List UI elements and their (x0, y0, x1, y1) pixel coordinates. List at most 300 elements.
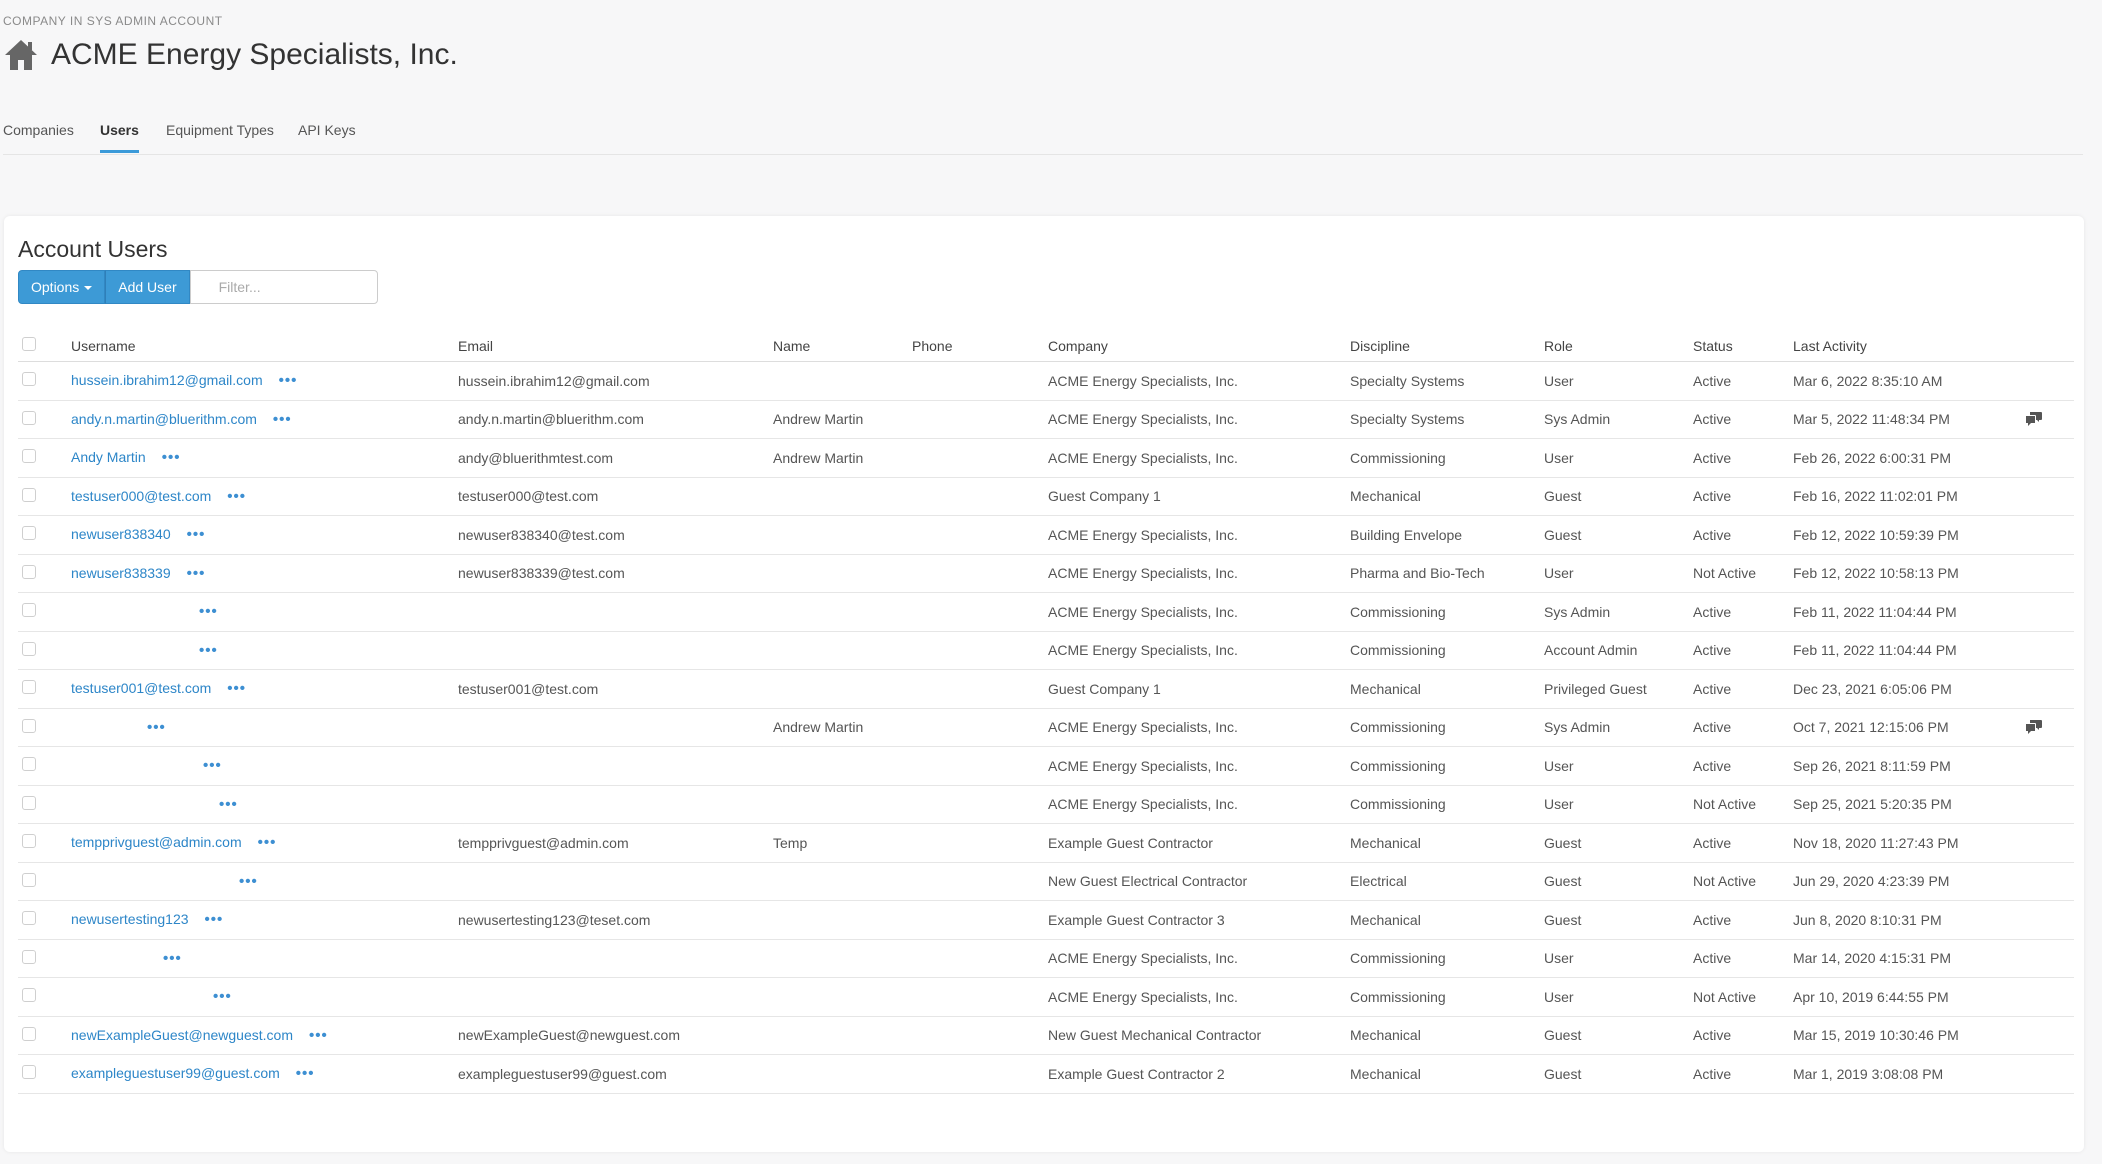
table-body (18, 362, 2074, 1094)
company-cell: ACME Energy Specialists, Inc. (1048, 708, 1350, 747)
status-cell: Active (1693, 593, 1793, 632)
last-activity-cell: Sep 25, 2021 5:20:35 PM (1793, 785, 2025, 824)
company-cell: New Guest Mechanical Contractor (1048, 1016, 1350, 1055)
row-menu-ellipsis-icon[interactable]: ••• (147, 718, 166, 736)
username-cell (71, 1055, 458, 1094)
row-select-cell (18, 1016, 71, 1055)
username-link[interactable]: testuser001@test.com (71, 680, 212, 697)
col-last-activity[interactable]: Last Activity (1793, 319, 2025, 362)
col-name[interactable]: Name (773, 319, 912, 362)
row-checkbox[interactable] (22, 526, 36, 540)
col-phone[interactable]: Phone (912, 319, 1048, 362)
username-cell (71, 824, 458, 863)
account-users-card (4, 216, 2084, 1152)
discipline-cell: Commissioning (1350, 439, 1544, 478)
chat-icon[interactable] (2025, 411, 2043, 427)
phone-cell (912, 516, 1048, 555)
status-cell: Not Active (1693, 862, 1793, 901)
row-menu-ellipsis-icon[interactable]: ••• (186, 564, 206, 582)
phone-cell (912, 1016, 1048, 1055)
phone-cell (912, 785, 1048, 824)
row-menu-ellipsis-icon[interactable]: ••• (213, 988, 232, 1006)
row-menu-ellipsis-icon[interactable]: ••• (203, 757, 222, 775)
last-activity-cell: Mar 6, 2022 8:35:10 AM (1793, 362, 2025, 401)
role-cell: User (1544, 362, 1693, 401)
username-cell (71, 593, 458, 632)
row-menu-ellipsis-icon[interactable]: ••• (219, 795, 238, 813)
discipline-cell: Pharma and Bio-Tech (1350, 554, 1544, 593)
row-checkbox[interactable] (22, 873, 36, 887)
username-link[interactable]: Andy Martin (71, 449, 146, 466)
last-activity-cell: Mar 1, 2019 3:08:08 PM (1793, 1055, 2025, 1094)
role-cell: Account Admin (1544, 631, 1693, 670)
options-label: Options (31, 279, 80, 295)
status-cell: Active (1693, 670, 1793, 709)
email-cell: newExampleGuest@newguest.com (458, 1016, 773, 1055)
username-cell (71, 670, 458, 709)
col-username[interactable]: Username (71, 319, 458, 362)
row-menu-ellipsis-icon[interactable]: ••• (227, 680, 247, 698)
table-row (18, 939, 2074, 978)
role-cell: Guest (1544, 1016, 1693, 1055)
status-cell: Active (1693, 824, 1793, 863)
role-cell: User (1544, 439, 1693, 478)
email-cell (458, 593, 773, 632)
tab-api-keys[interactable]: API Keys (298, 122, 356, 138)
company-cell: ACME Energy Specialists, Inc. (1048, 554, 1350, 593)
row-select-cell (18, 747, 71, 786)
page-title: ACME Energy Specialists, Inc. (51, 38, 458, 71)
table-row (18, 785, 2074, 824)
last-activity-cell: Jun 29, 2020 4:23:39 PM (1793, 862, 2025, 901)
company-cell: ACME Energy Specialists, Inc. (1048, 439, 1350, 478)
username-link[interactable]: newuser838339 (71, 564, 171, 581)
email-cell: testuser000@test.com (458, 477, 773, 516)
row-checkbox[interactable] (22, 411, 36, 425)
name-cell (773, 670, 912, 709)
row-checkbox[interactable] (22, 950, 36, 964)
row-checkbox[interactable] (22, 796, 36, 810)
page-header (3, 38, 458, 72)
phone-cell (912, 554, 1048, 593)
status-cell: Active (1693, 1016, 1793, 1055)
last-activity-cell: Feb 11, 2022 11:04:44 PM (1793, 593, 2025, 632)
table-row (18, 439, 2074, 478)
phone-cell (912, 901, 1048, 940)
username-link[interactable]: hussein.ibrahim12@gmail.com (71, 372, 263, 389)
row-checkbox[interactable] (22, 911, 36, 925)
name-cell (773, 593, 912, 632)
table-row (18, 400, 2074, 439)
name-cell (773, 554, 912, 593)
actions-cell (2025, 978, 2074, 1017)
username-cell (71, 400, 458, 439)
table-row (18, 516, 2074, 555)
discipline-cell: Commissioning (1350, 593, 1544, 632)
discipline-cell: Commissioning (1350, 939, 1544, 978)
row-checkbox[interactable] (22, 372, 36, 386)
last-activity-cell: Feb 12, 2022 10:58:13 PM (1793, 554, 2025, 593)
company-cell: Guest Company 1 (1048, 670, 1350, 709)
actions-cell (2025, 824, 2074, 863)
role-cell: User (1544, 785, 1693, 824)
name-cell (773, 747, 912, 786)
actions-cell (2025, 554, 2074, 593)
last-activity-cell: Oct 7, 2021 12:15:06 PM (1793, 708, 2025, 747)
row-menu-ellipsis-icon[interactable]: ••• (308, 1026, 328, 1044)
last-activity-cell: Mar 15, 2019 10:30:46 PM (1793, 1016, 2025, 1055)
email-cell: tempprivguest@admin.com (458, 824, 773, 863)
phone-cell (912, 670, 1048, 709)
actions-cell (2025, 1055, 2074, 1094)
status-cell: Active (1693, 516, 1793, 555)
discipline-cell: Mechanical (1350, 901, 1544, 940)
actions-cell (2025, 1016, 2074, 1055)
actions-cell (2025, 516, 2074, 555)
card-title: Account Users (18, 236, 168, 262)
chat-icon[interactable] (2025, 719, 2043, 735)
last-activity-cell: Feb 12, 2022 10:59:39 PM (1793, 516, 2025, 555)
username-link[interactable]: andy.n.martin@bluerithm.com (71, 410, 257, 427)
row-checkbox[interactable] (22, 680, 36, 694)
phone-cell (912, 978, 1048, 1017)
phone-cell (912, 439, 1048, 478)
name-cell (773, 477, 912, 516)
table-row (18, 477, 2074, 516)
row-select-cell (18, 439, 71, 478)
last-activity-cell: Feb 16, 2022 11:02:01 PM (1793, 477, 2025, 516)
row-menu-ellipsis-icon[interactable]: ••• (239, 872, 258, 890)
col-email[interactable]: Email (458, 319, 773, 362)
row-checkbox[interactable] (22, 565, 36, 579)
role-cell: User (1544, 978, 1693, 1017)
table-row (18, 862, 2074, 901)
role-cell: Sys Admin (1544, 593, 1693, 632)
table-header (18, 319, 2074, 362)
company-cell: New Guest Electrical Contractor (1048, 862, 1350, 901)
tab-users[interactable]: Users (100, 122, 139, 153)
add-user-button[interactable]: Add User (105, 270, 189, 304)
discipline-cell: Commissioning (1350, 747, 1544, 786)
company-cell: ACME Energy Specialists, Inc. (1048, 516, 1350, 555)
phone-cell (912, 477, 1048, 516)
status-cell: Not Active (1693, 554, 1793, 593)
status-cell: Active (1693, 939, 1793, 978)
username-cell (71, 477, 458, 516)
col-company[interactable]: Company (1048, 319, 1350, 362)
row-select-cell (18, 785, 71, 824)
username-cell (71, 631, 458, 670)
col-discipline[interactable]: Discipline (1350, 319, 1544, 362)
discipline-cell: Commissioning (1350, 978, 1544, 1017)
role-cell: Guest (1544, 1055, 1693, 1094)
last-activity-cell: Mar 5, 2022 11:48:34 PM (1793, 400, 2025, 439)
row-checkbox[interactable] (22, 449, 36, 463)
last-activity-cell: Jun 8, 2020 8:10:31 PM (1793, 901, 2025, 940)
phone-cell (912, 708, 1048, 747)
phone-cell (912, 631, 1048, 670)
email-cell: newusertesting123@teset.com (458, 901, 773, 940)
role-cell: User (1544, 939, 1693, 978)
row-menu-ellipsis-icon[interactable]: ••• (257, 834, 277, 852)
row-checkbox[interactable] (22, 603, 36, 617)
name-cell: Temp (773, 824, 912, 863)
actions-cell (2025, 747, 2074, 786)
name-cell (773, 362, 912, 401)
row-select-cell (18, 1055, 71, 1094)
name-cell (773, 862, 912, 901)
email-cell: newuser838339@test.com (458, 554, 773, 593)
company-cell: Example Guest Contractor (1048, 824, 1350, 863)
discipline-cell: Mechanical (1350, 670, 1544, 709)
row-select-cell (18, 824, 71, 863)
row-select-cell (18, 516, 71, 555)
row-select-cell (18, 477, 71, 516)
row-checkbox[interactable] (22, 642, 36, 656)
email-cell: hussein.ibrahim12@gmail.com (458, 362, 773, 401)
table-row (18, 554, 2074, 593)
username-cell (71, 439, 458, 478)
row-checkbox[interactable] (22, 988, 36, 1002)
role-cell: Guest (1544, 901, 1693, 940)
actions-cell (2025, 362, 2074, 401)
row-menu-ellipsis-icon[interactable]: ••• (227, 487, 247, 505)
status-cell: Active (1693, 362, 1793, 401)
email-cell: andy.n.martin@bluerithm.com (458, 400, 773, 439)
row-select-cell (18, 939, 71, 978)
username-cell (71, 939, 458, 978)
role-cell: User (1544, 747, 1693, 786)
username-cell (71, 516, 458, 555)
discipline-cell: Mechanical (1350, 477, 1544, 516)
name-cell (773, 978, 912, 1017)
status-cell: Not Active (1693, 978, 1793, 1017)
row-select-cell (18, 670, 71, 709)
last-activity-cell: Apr 10, 2019 6:44:55 PM (1793, 978, 2025, 1017)
company-cell: ACME Energy Specialists, Inc. (1048, 785, 1350, 824)
table-row (18, 631, 2074, 670)
row-checkbox[interactable] (22, 488, 36, 502)
actions-cell (2025, 400, 2074, 439)
status-cell: Active (1693, 477, 1793, 516)
row-select-cell (18, 708, 71, 747)
discipline-cell: Specialty Systems (1350, 362, 1544, 401)
username-link[interactable]: newusertesting123 (71, 911, 189, 928)
row-menu-ellipsis-icon[interactable]: ••• (186, 526, 206, 544)
actions-cell (2025, 477, 2074, 516)
username-cell (71, 978, 458, 1017)
name-cell (773, 516, 912, 555)
username-link[interactable]: tempprivguest@admin.com (71, 834, 242, 851)
select-all-checkbox[interactable] (22, 337, 36, 351)
row-menu-ellipsis-icon[interactable]: ••• (163, 949, 182, 967)
company-cell: ACME Energy Specialists, Inc. (1048, 400, 1350, 439)
company-cell: ACME Energy Specialists, Inc. (1048, 939, 1350, 978)
row-menu-ellipsis-icon[interactable]: ••• (161, 449, 181, 467)
row-menu-ellipsis-icon[interactable]: ••• (199, 603, 218, 621)
company-cell: ACME Energy Specialists, Inc. (1048, 978, 1350, 1017)
role-cell: Guest (1544, 862, 1693, 901)
row-checkbox[interactable] (22, 1027, 36, 1041)
discipline-cell: Mechanical (1350, 824, 1544, 863)
actions-cell (2025, 670, 2074, 709)
username-cell (71, 785, 458, 824)
name-cell (773, 1055, 912, 1094)
company-cell: ACME Energy Specialists, Inc. (1048, 593, 1350, 632)
email-cell (458, 939, 773, 978)
discipline-cell: Specialty Systems (1350, 400, 1544, 439)
table-row (18, 1016, 2074, 1055)
username-cell (71, 901, 458, 940)
row-menu-ellipsis-icon[interactable]: ••• (199, 641, 218, 659)
company-cell: ACME Energy Specialists, Inc. (1048, 631, 1350, 670)
col-status[interactable]: Status (1693, 319, 1793, 362)
status-cell: Active (1693, 400, 1793, 439)
actions-cell (2025, 785, 2074, 824)
row-select-cell (18, 400, 71, 439)
last-activity-cell: Nov 18, 2020 11:27:43 PM (1793, 824, 2025, 863)
row-menu-ellipsis-icon[interactable]: ••• (295, 1065, 315, 1083)
table-row (18, 362, 2074, 401)
row-checkbox[interactable] (22, 719, 36, 733)
home-icon (3, 38, 39, 72)
status-cell: Active (1693, 631, 1793, 670)
row-checkbox[interactable] (22, 757, 36, 771)
name-cell: Andrew Martin (773, 708, 912, 747)
options-button[interactable] (18, 270, 105, 304)
select-all-cell (18, 319, 71, 362)
last-activity-cell: Dec 23, 2021 6:05:06 PM (1793, 670, 2025, 709)
filter-input[interactable] (190, 270, 378, 304)
users-table (18, 319, 2074, 1094)
status-cell: Active (1693, 747, 1793, 786)
row-select-cell (18, 554, 71, 593)
name-cell (773, 901, 912, 940)
row-select-cell (18, 901, 71, 940)
username-cell (71, 554, 458, 593)
row-menu-ellipsis-icon[interactable]: ••• (272, 410, 292, 428)
actions-cell (2025, 708, 2074, 747)
email-cell: newuser838340@test.com (458, 516, 773, 555)
company-cell: ACME Energy Specialists, Inc. (1048, 747, 1350, 786)
row-checkbox[interactable] (22, 1065, 36, 1079)
role-cell: Sys Admin (1544, 708, 1693, 747)
role-cell: Guest (1544, 516, 1693, 555)
username-cell (71, 862, 458, 901)
status-cell: Not Active (1693, 785, 1793, 824)
name-cell (773, 631, 912, 670)
username-cell (71, 362, 458, 401)
tab-bar (3, 114, 2083, 155)
actions-cell (2025, 439, 2074, 478)
status-cell: Active (1693, 708, 1793, 747)
username-link[interactable]: exampleguestuser99@guest.com (71, 1065, 280, 1082)
name-cell: Andrew Martin (773, 439, 912, 478)
row-select-cell (18, 593, 71, 632)
col-role[interactable]: Role (1544, 319, 1693, 362)
username-cell (71, 1016, 458, 1055)
table-row (18, 824, 2074, 863)
company-cell: ACME Energy Specialists, Inc. (1048, 362, 1350, 401)
last-activity-cell: Feb 26, 2022 6:00:31 PM (1793, 439, 2025, 478)
discipline-cell: Mechanical (1350, 1016, 1544, 1055)
actions-cell (2025, 593, 2074, 632)
actions-cell (2025, 631, 2074, 670)
caret-down-icon (84, 286, 92, 290)
status-cell: Active (1693, 901, 1793, 940)
row-select-cell (18, 362, 71, 401)
phone-cell (912, 1055, 1048, 1094)
email-cell: exampleguestuser99@guest.com (458, 1055, 773, 1094)
discipline-cell: Commissioning (1350, 631, 1544, 670)
role-cell: User (1544, 554, 1693, 593)
email-cell: andy@bluerithmtest.com (458, 439, 773, 478)
table-row (18, 747, 2074, 786)
discipline-cell: Commissioning (1350, 708, 1544, 747)
role-cell: Sys Admin (1544, 400, 1693, 439)
table-row (18, 978, 2074, 1017)
discipline-cell: Electrical (1350, 862, 1544, 901)
discipline-cell: Building Envelope (1350, 516, 1544, 555)
last-activity-cell: Feb 11, 2022 11:04:44 PM (1793, 631, 2025, 670)
discipline-cell: Commissioning (1350, 785, 1544, 824)
actions-cell (2025, 939, 2074, 978)
phone-cell (912, 362, 1048, 401)
tab-companies[interactable]: Companies (3, 122, 74, 138)
breadcrumb: COMPANY IN SYS ADMIN ACCOUNT (3, 14, 223, 28)
email-cell (458, 708, 773, 747)
username-cell (71, 708, 458, 747)
row-menu-ellipsis-icon[interactable]: ••• (278, 372, 298, 390)
phone-cell (912, 400, 1048, 439)
discipline-cell: Mechanical (1350, 1055, 1544, 1094)
status-cell: Active (1693, 439, 1793, 478)
row-checkbox[interactable] (22, 834, 36, 848)
toolbar (18, 270, 378, 304)
company-cell: Example Guest Contractor 3 (1048, 901, 1350, 940)
name-cell: Andrew Martin (773, 400, 912, 439)
email-cell (458, 978, 773, 1017)
actions-cell (2025, 862, 2074, 901)
phone-cell (912, 747, 1048, 786)
name-cell (773, 1016, 912, 1055)
last-activity-cell: Mar 14, 2020 4:15:31 PM (1793, 939, 2025, 978)
username-cell (71, 747, 458, 786)
row-menu-ellipsis-icon[interactable]: ••• (204, 911, 224, 929)
tab-equipment-types[interactable]: Equipment Types (166, 122, 274, 138)
role-cell: Guest (1544, 477, 1693, 516)
username-link[interactable]: newExampleGuest@newguest.com (71, 1026, 293, 1043)
email-cell (458, 631, 773, 670)
name-cell (773, 785, 912, 824)
table-row (18, 708, 2074, 747)
email-cell (458, 747, 773, 786)
company-cell: Guest Company 1 (1048, 477, 1350, 516)
col-actions (2025, 319, 2074, 362)
phone-cell (912, 593, 1048, 632)
phone-cell (912, 824, 1048, 863)
email-cell (458, 785, 773, 824)
username-link[interactable]: newuser838340 (71, 526, 171, 543)
email-cell: testuser001@test.com (458, 670, 773, 709)
table-row (18, 593, 2074, 632)
name-cell (773, 939, 912, 978)
username-link[interactable]: testuser000@test.com (71, 487, 212, 504)
email-cell (458, 862, 773, 901)
table-row (18, 901, 2074, 940)
row-select-cell (18, 978, 71, 1017)
actions-cell (2025, 901, 2074, 940)
